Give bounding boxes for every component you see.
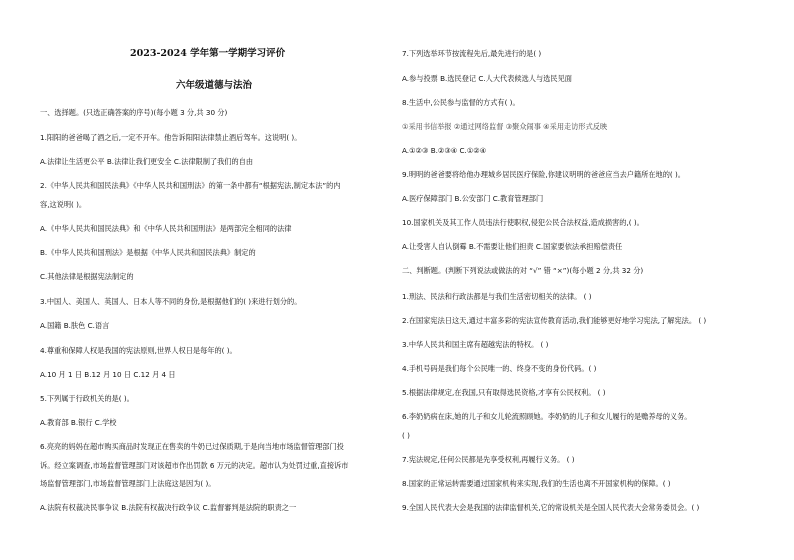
judgement-3: 3.中华人民共和国主席有超越宪法的特权。 ( ) — [402, 340, 549, 349]
question-4: 4.尊重和保障人权是我国的宪法原则,世界人权日是每年的( )。 — [40, 346, 237, 355]
question-10: 10.国家机关及其工作人员违法行使职权,侵犯公民合法权益,造成损害的,( )。 — [402, 218, 644, 227]
question-6-line-2: 诉。经立案调查,市场监督管理部门对该超市作出罚款 6 万元的决定。超市认为处罚过重,直接诉市 — [40, 461, 349, 470]
question-7: 7.下列选举环节按流程先后,最先进行的是( ) — [402, 49, 542, 58]
judgement-2: 2.在国家宪法日这天,通过丰富多彩的宪法宣传教育活动,我们能够更好地学习宪法,了解宪法。 ( ) — [402, 316, 707, 325]
judgement-5: 5.根据法律规定,在我国,只有取得选民资格,才享有公民权利。 ( ) — [402, 388, 606, 397]
judgement-6-line-2: ( ) — [402, 431, 410, 440]
question-9-options: A.医疗保障部门 B.公安部门 C.教育管理部门 — [402, 194, 544, 203]
judgement-9: 9.全国人民代表大会是我国的法律监督机关,它的常设机关是全国人民代表大会常务委员会。( ) — [402, 503, 700, 512]
section-heading-judgement: 二、判断题。(判断下列说法或做法的对 “√” 错 “×”)(每小题 2 分,共 32 分) — [402, 266, 644, 275]
question-8-options: A.①②③ B.②③④ C.①②④ — [402, 146, 487, 155]
question-1-options: A.法律让生活更公平 B.法律让我们更安全 C.法律限制了我们的自由 — [40, 157, 254, 166]
question-3-options: A.国籍 B.肤色 C.语言 — [40, 321, 110, 330]
question-2-option-b: B.《中华人民共和国刑法》是根据《中华人民共和国民法典》制定的 — [40, 248, 256, 257]
question-4-options: A.10 月 1 日 B.12 月 10 日 C.12 月 4 日 — [40, 370, 176, 379]
question-2-option-a: A.《中华人民共和国民法典》和《中华人民共和国刑法》是两部完全相同的法律 — [40, 224, 292, 233]
judgement-6-line-1: 6.李奶奶病在床,她的儿子和女儿轮流照顾她。李奶奶的儿子和女儿履行的是赡养母的义务。 — [402, 412, 692, 421]
question-2-line-1: 2.《中华人民共和国民法典》《中华人民共和国刑法》的第一条中都有“根据宪法,制定本法”的内 — [40, 181, 341, 190]
question-5-options: A.教育部 B.银行 C.学校 — [40, 418, 117, 427]
document-title: 2023-2024 学年第一学期学习评价 — [130, 48, 286, 59]
question-2-option-c: C.其他法律是根据宪法制定的 — [40, 272, 134, 281]
question-8-items: ①采用书信举报 ②通过网络监督 ③聚众闹事 ④采用走访形式反映 — [402, 122, 608, 131]
judgement-8: 8.国家的正常运转需要通过国家机构来实现,我们的生活也离不开国家机构的保障。( ) — [402, 479, 671, 488]
question-6-line-1: 6.亮亮的妈妈在超市购买商品时发现正在售卖的牛奶已过保质期,于是向当地市场监督管理部门投 — [40, 442, 344, 451]
document-subtitle: 六年级道德与法治 — [176, 80, 253, 91]
question-3: 3.中国人、美国人、英国人、日本人等不同的身份,是根据他们的( )来进行划分的。 — [40, 297, 302, 306]
judgement-7: 7.宪法规定,任何公民都是先享受权利,再履行义务。 ( ) — [402, 455, 575, 464]
question-7-options: A.参与投票 B.选民登记 C.人大代表候选人与选民见面 — [402, 74, 572, 83]
question-5: 5.下列属于行政机关的是( )。 — [40, 394, 134, 403]
question-6-options: A.法院有权裁决民事争议 B.法院有权裁决行政争议 C.监督審判是法院的职责之一 — [40, 503, 297, 512]
question-9: 9.明明的爸爸要将给他办理城乡居民医疗保险,你建议明明的爸爸应当去户籍所在地的( )。 — [402, 170, 685, 179]
question-1: 1.阳阳的爸爸喝了酒之后,一定不开车。他告诉阳阳法律禁止酒后驾车。这说明( )。 — [40, 133, 302, 142]
question-6-line-3: 场监督管理部门,市场监督管理部门上法庭这是因为( )。 — [40, 479, 216, 488]
section-heading-choice: 一、选择题。(只选正确答案的序号)(每小题 3 分,共 30 分) — [40, 108, 228, 117]
judgement-1: 1.刑法、民法和行政法都是与我们生活密切相关的法律。 ( ) — [402, 292, 592, 301]
judgement-4: 4.手机号码是我们每个公民唯一的、终身不变的身份代码。( ) — [402, 364, 597, 373]
question-10-options: A.让受害人自认倒霉 B.不需要让他们担责 C.国家要依法承担赔偿责任 — [402, 242, 623, 251]
question-8: 8.生活中,公民参与监督的方式有( )。 — [402, 98, 520, 107]
question-2-line-2: 容,这说明( )。 — [40, 200, 87, 209]
